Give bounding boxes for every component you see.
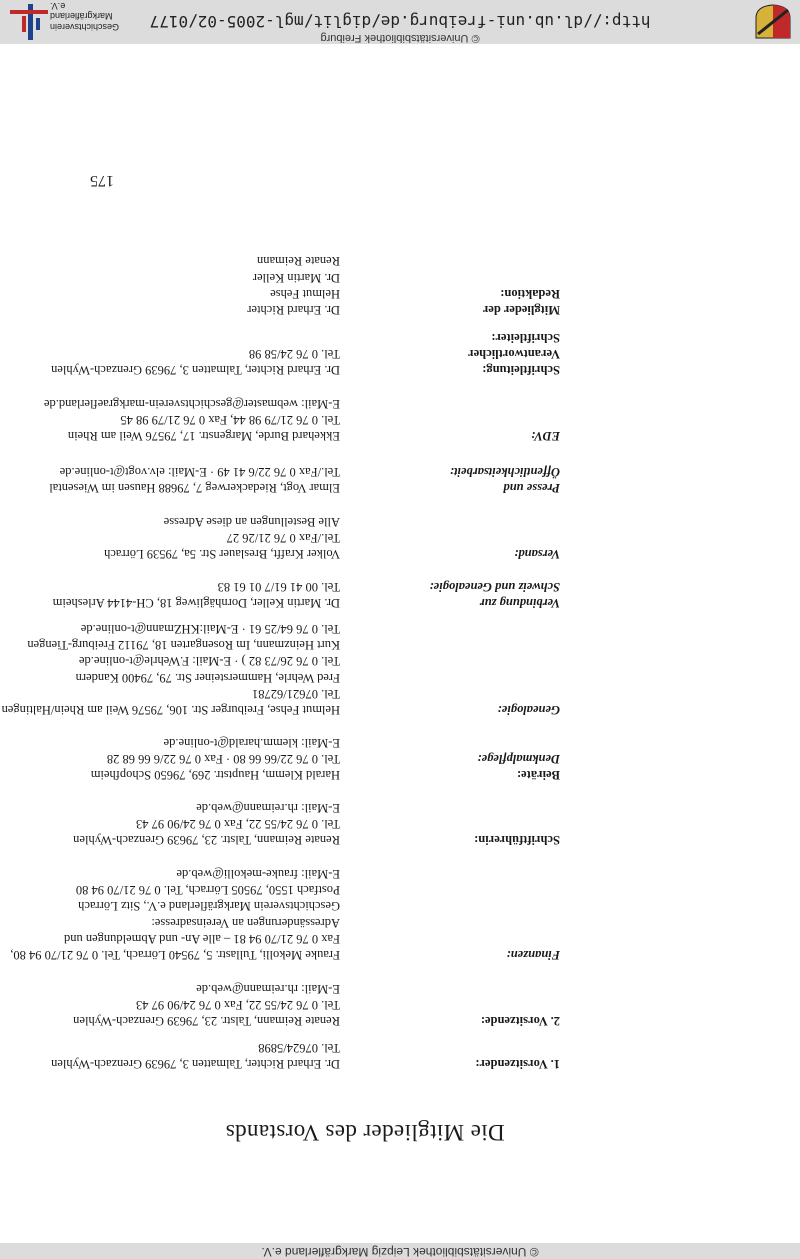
entry-line: Frauke Mekolli, Tullastr. 5, 79540 Lörrach, Tel. 0 76 21/70 94 80, xyxy=(10,948,340,962)
entry-line: Renate Reimann xyxy=(257,254,340,269)
entry-line: Tel. 0 76 24/55 22, Fax 0 76 24/90 97 43 xyxy=(136,816,340,831)
entry-line: Ekkehard Burde, Margenstr. 17, 79576 Weil am Rhein xyxy=(67,429,340,443)
entry-label: 2. Vorsitzende: xyxy=(480,1014,560,1028)
entry-label: 1. Vorsitzender: xyxy=(475,1057,560,1071)
entry-line: Tel. 07624/5898 xyxy=(258,1040,340,1055)
entry-line: Dr. Erhard Richter xyxy=(247,303,340,317)
entry-lines xyxy=(0,513,340,562)
page-number: 175 xyxy=(90,172,114,189)
footer-bar xyxy=(0,0,800,44)
entry-line: Tel. 07621/62781 xyxy=(251,686,340,701)
entry-line: Volker Krafft, Breslauer Str. 5a, 79539 Lörrach xyxy=(104,547,340,561)
entry-label: Genealogie: xyxy=(497,703,560,717)
footer-copyright: © Universitätsbibliothek Freiburg xyxy=(320,32,480,44)
top-banner-text: © Universitätsbibliothek Leipzig Markgräflerland e.V. xyxy=(261,1245,539,1259)
entry-lines xyxy=(0,866,340,963)
entry-line: Kurt Heinzmann, Im Rosengarten 18, 79112 Freiburg-Tiengen xyxy=(27,638,340,653)
entry-line: Dr. Martin Keller, Dornhägliweg 18, CH-4144 Arlesheim xyxy=(52,596,340,610)
entry-label: Finanzen: xyxy=(506,948,560,962)
society-crest-icon xyxy=(754,4,792,40)
entry-line: Postfach 1550, 79505 Lörrach, Tel. 0 76 21/70 94 80 xyxy=(75,883,340,898)
entry-line: Tel./Fax 0 76 21/26 27 xyxy=(226,530,340,545)
entry-line: E-Mail: rh.reimann@web.de xyxy=(196,800,340,815)
entry-line: E-Mail: webmaster@geschichtsverein-markgraeflerland.de xyxy=(43,396,340,411)
entry-label: Schriftleitung: Verantwortlicher Schriftleiter: xyxy=(468,331,560,377)
entry-line: E-Mail: rh.reimann@web.de xyxy=(196,981,340,996)
entry-lines xyxy=(0,395,340,444)
entry-line: Tel. 00 41 61/7 01 61 83 xyxy=(217,579,340,594)
entry-line: Tel. 0 76 22/66 66 80 · Fax 0 76 22/6 66 68 28 xyxy=(106,751,340,766)
entry-line: Tel. 0 76 24/55 22, Fax 0 76 24/90 97 43 xyxy=(136,997,340,1012)
entry-lines xyxy=(0,621,340,718)
entry-label: Presse und Öffentlichkeitsarbeit: xyxy=(449,465,560,495)
entry-line: Elmar Vogt, Riedackerweg 7, 79688 Hausen im Wiesental xyxy=(49,481,340,495)
top-banner xyxy=(0,1243,800,1259)
crest-text-line-1: Geschichtsverein xyxy=(50,22,120,32)
entry-line: Alle Bestellungen an diese Adresse xyxy=(163,514,340,529)
entry-label: Versand: xyxy=(514,547,560,561)
entry-label: Mitglieder der Redaktion: xyxy=(482,287,560,317)
entry-label: Denkmalpflege: xyxy=(477,752,560,766)
entry-line: Renate Reimann, Talstr. 23, 79639 Grenzach-Wyhlen xyxy=(73,833,340,847)
entry-line: Renate Reimann, Talstr. 23, 79639 Grenzach-Wyhlen xyxy=(73,1014,340,1028)
entry-line: Adressänderungen an Vereinsadresse: xyxy=(151,915,340,930)
entry-lines xyxy=(0,346,340,378)
entry-line: Fax 0 76 21/70 94 81 – alle An- und Abmeldungen und xyxy=(63,931,340,946)
entry-lines xyxy=(0,253,340,318)
entry-line: E-Mail: klemm.harald@t-online.de xyxy=(163,735,340,750)
entry-label: Schriftführerin: xyxy=(474,833,560,847)
entry-lines xyxy=(0,734,340,783)
entry-line: E-Mail: frauke-mekolli@web.de xyxy=(176,866,340,881)
entry-label: Verbindung zur Schweiz und Genealogie: xyxy=(429,580,560,610)
entry-lines xyxy=(0,799,340,848)
entry-line: Fred Wehrle, Hammersteiner Str. 79, 79400 Kandern xyxy=(75,670,340,685)
entry-line: Helmut Fehse xyxy=(270,286,340,301)
entry-line: Geschichtsverein Markgräflerland e.V., Sitz Lörrach xyxy=(78,899,340,914)
entry-lines xyxy=(0,1040,340,1072)
footer-url-link[interactable]: http://dl.ub.uni-freiburg.de/diglit/mgl-2005-02/0177 xyxy=(149,12,651,31)
page-title: Die Mitglieder des Vorstands xyxy=(225,1120,505,1145)
entry-label: Beiräte: xyxy=(516,768,560,782)
entry-line: Dr. Erhard Richter, Talmatten 3, 79639 Grenzach-Wyhlen xyxy=(51,363,340,377)
entry-label: EDV: xyxy=(531,429,560,443)
entry-line: Tel./Fax 0 76 22/6 41 49 · E-Mail: elv.vogt@t-online.de xyxy=(59,464,340,479)
entry-line: Dr. Erhard Richter, Talmatten 3, 79639 Grenzach-Wyhlen xyxy=(51,1057,340,1071)
entry-line: Tel. 0 76 26/73 82 ) · E-Mail: F.Wehrle@t-online.de xyxy=(78,654,340,669)
entry-lines xyxy=(0,464,340,496)
entry-line: Tel. 0 76 64/25 61 · E-Mail:KHZmann@t-online.de xyxy=(80,621,340,636)
entry-line: Harald Klemm, Hauptstr. 269, 79650 Schopfheim xyxy=(90,768,340,782)
ub-freiburg-logo-icon xyxy=(8,4,48,40)
entry-lines xyxy=(0,980,340,1029)
entry-line: Tel. 0 76 21/79 98 44, Fax 0 76 21/79 98 45 xyxy=(120,412,340,427)
entry-lines xyxy=(0,579,340,611)
entry-line: Helmut Fehse, Freiburger Str. 106, 79576 Weil am Rhein/Haltingen xyxy=(1,703,340,717)
crest-text-line-2: Markgräflerland e.V. xyxy=(50,1,113,21)
entry-line: Tel. 0 76 24/58 98 xyxy=(248,346,340,361)
entry-line: Dr. Martin Keller xyxy=(252,270,340,285)
